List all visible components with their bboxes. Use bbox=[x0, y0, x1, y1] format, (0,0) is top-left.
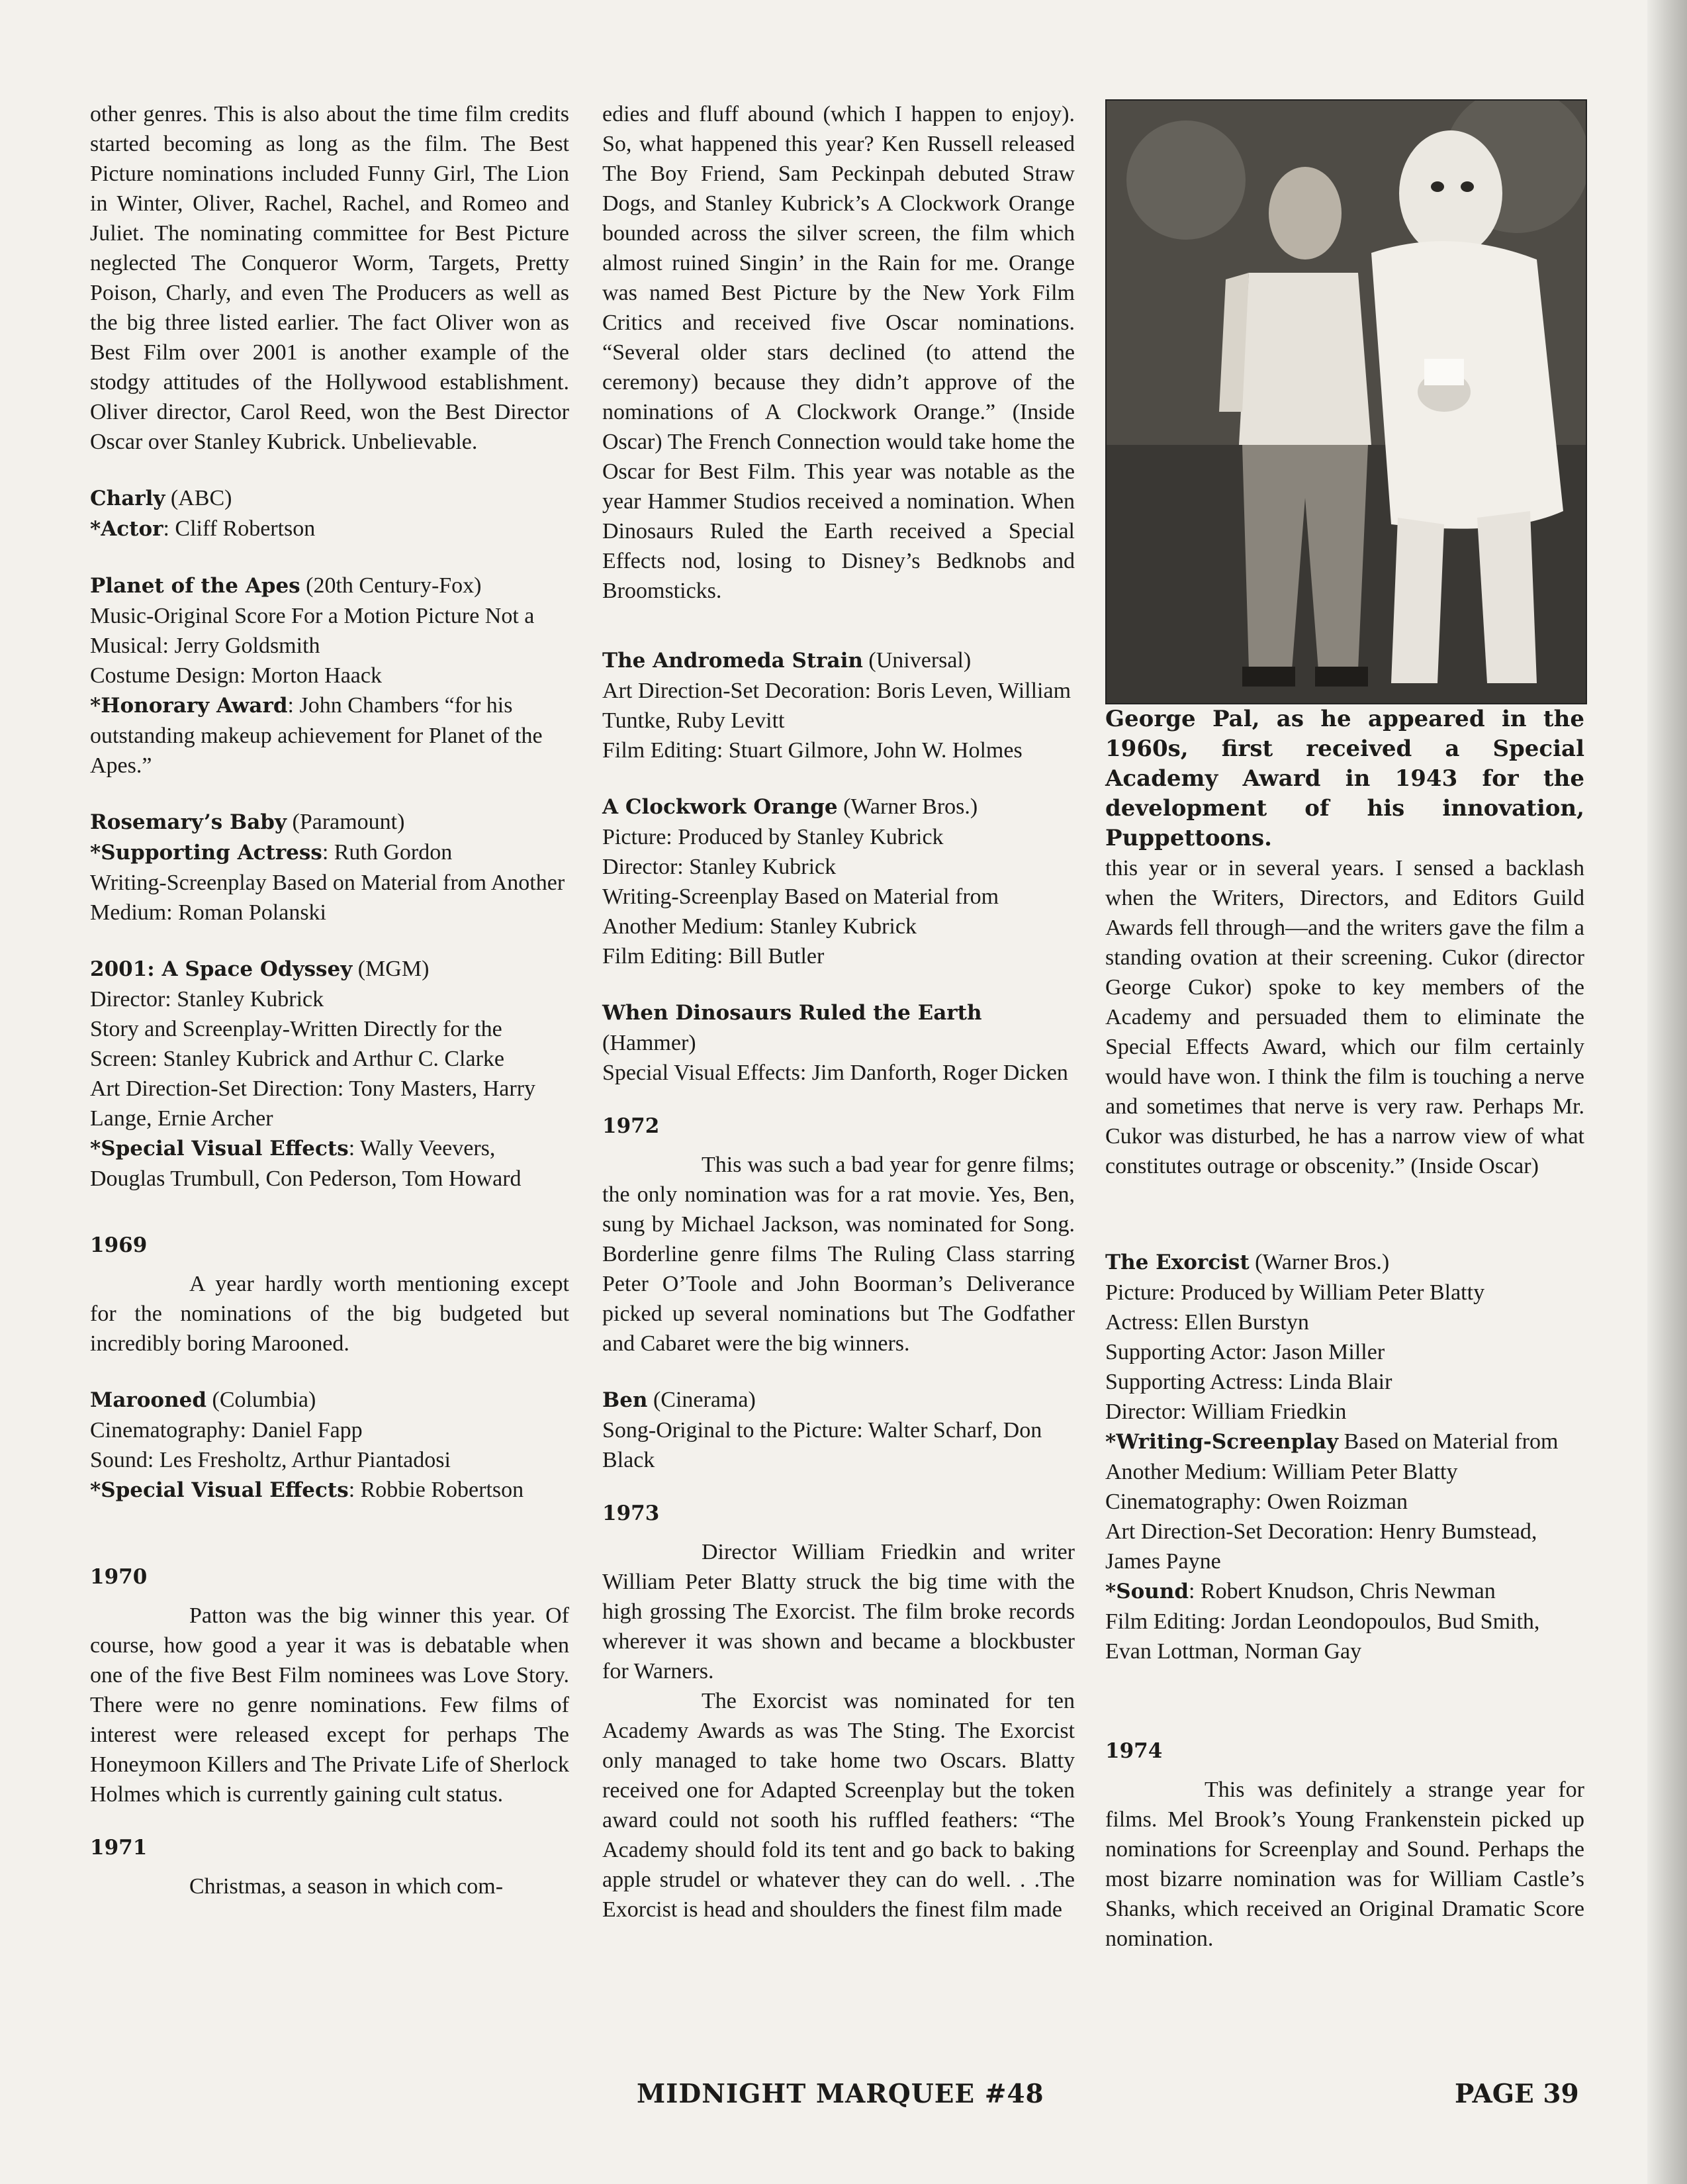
award-nomination-line bbox=[90, 1014, 569, 1074]
award-nomination-text: Film Editing: Stuart Gilmore, John W. Holmes bbox=[602, 738, 1023, 763]
award-win-label: *Honorary Award bbox=[90, 694, 288, 718]
award-nomination-text: Art Direction-Set Decoration: Boris Leven, William Tuntke, Ruby Levitt bbox=[602, 679, 1071, 733]
award-nomination-text: Picture: Produced by Stanley Kubrick bbox=[602, 825, 944, 849]
award-nomination-line bbox=[90, 1074, 569, 1133]
award-nomination-text: Art Direction-Set Direction: Tony Masters, Harry Lange, Ernie Archer bbox=[90, 1076, 536, 1131]
award-nomination-text: : Ruth Gordon bbox=[322, 840, 453, 865]
award-nomination-text: Costume Design: Morton Haack bbox=[90, 663, 382, 688]
award-nomination-text: Picture: Produced by William Peter Blatty bbox=[1105, 1280, 1485, 1305]
award-nomination-line bbox=[602, 882, 1075, 941]
award-nomination-text: : Robbie Robertson bbox=[348, 1478, 524, 1502]
award-win-label: *Special Visual Effects bbox=[90, 1137, 349, 1161]
article-text-continued: this year or in several years. I sensed a backlash when the Writers, Directors, and Editors Guild Awards fell through—and the writers gave the film a standing ovation at their screening. Cukor (director George Cukor) spoke to key members of the Academy and persuaded them to eliminate the Special Effects Award, which our film certainly would have won. I think the film is touching a nerve and sometimes that nerve is very raw. Perhaps Mr. Cukor was disturbed, he has a narrow view of what constitutes outrage or obscenity.” (Inside Oscar) bbox=[1105, 856, 1584, 1178]
award-entry-clockwork-orange bbox=[602, 792, 1075, 971]
award-nomination-line bbox=[1105, 1576, 1584, 1607]
film-studio: (ABC) bbox=[165, 486, 232, 510]
film-title: 2001: A Space Odyssey bbox=[90, 957, 353, 981]
film-studio: (Warner Bros.) bbox=[1249, 1250, 1390, 1274]
film-title: Rosemary’s Baby bbox=[90, 810, 287, 834]
award-nomination-text: Writing-Screenplay Based on Material from Another Medium: Stanley Kubrick bbox=[602, 884, 999, 939]
year-heading-1972: 1972 bbox=[602, 1114, 660, 1138]
award-nomination-line bbox=[90, 1475, 569, 1505]
award-nomination-line bbox=[1105, 1278, 1584, 1307]
scan-edge-shadow bbox=[1647, 0, 1687, 2184]
award-nomination-text: Actress: Ellen Burstyn bbox=[1105, 1310, 1309, 1335]
page-number: PAGE 39 bbox=[1455, 2079, 1579, 2109]
award-nomination-text: : John Chambers “for his outstanding makeup achievement for Planet of the Apes.” bbox=[90, 693, 543, 778]
year-heading-1973: 1973 bbox=[602, 1501, 660, 1525]
award-nomination-line bbox=[602, 1058, 1075, 1088]
award-nomination-text: Based on Material from Another Medium: William Peter Blatty bbox=[1105, 1429, 1559, 1484]
film-studio: (20th Century-Fox) bbox=[300, 573, 482, 598]
award-nomination-text: Song-Original to the Picture: Walter Scharf, Don Black bbox=[602, 1418, 1042, 1472]
award-nomination-text: Story and Screenplay-Written Directly for the Screen: Stanley Kubrick and Arthur C. Clarke bbox=[90, 1017, 505, 1071]
award-entry-marooned bbox=[90, 1385, 569, 1505]
award-nomination-text: Music-Original Score For a Motion Picture Not a Musical: Jerry Goldsmith bbox=[90, 604, 535, 658]
award-nomination-line bbox=[1105, 1367, 1584, 1397]
film-title: The Andromeda Strain bbox=[602, 649, 863, 673]
award-win-label: *Supporting Actress bbox=[90, 841, 322, 865]
award-nomination-text: Supporting Actor: Jason Miller bbox=[1105, 1340, 1385, 1364]
article-text-1971: Christmas, a season in which com- bbox=[189, 1874, 504, 1899]
award-nomination-text: Director: Stanley Kubrick bbox=[90, 987, 324, 1012]
award-nomination-text: Art Direction-Set Decoration: Henry Bumstead, James Payne bbox=[1105, 1519, 1537, 1574]
column-right bbox=[1105, 99, 1584, 1954]
column-left bbox=[90, 99, 569, 1901]
article-text-1974: This was definitely a strange year for films. Mel Brook’s Young Frankenstein picked up nominations for Screenplay and Sound. Perhaps the most bizarre nomination was for William Castle’s Shanks, which received an Original Dramatic Score nomination. bbox=[1105, 1778, 1584, 1951]
column-middle bbox=[602, 99, 1075, 1924]
award-nomination-line bbox=[90, 1415, 569, 1445]
award-nomination-line bbox=[90, 1133, 569, 1194]
award-nomination-line bbox=[1105, 1397, 1584, 1427]
award-entry-exorcist bbox=[1105, 1247, 1584, 1666]
award-win-label: *Writing-Screenplay bbox=[1105, 1430, 1339, 1454]
award-nomination-line bbox=[90, 661, 569, 690]
award-nomination-text: Sound: Les Fresholtz, Arthur Piantadosi bbox=[90, 1448, 451, 1472]
award-entry-rosemarys-baby bbox=[90, 807, 569, 927]
award-nomination-line bbox=[1105, 1307, 1584, 1337]
article-text-1970: Patton was the big winner this year. Of course, how good a year it was is debatable when one of the five Best Film nominees was Love Story. There were no genre nominations. Few films of interest were released except for perhaps The Honeymoon Killers and The Private Life of Sherlock Holmes which is currently gaining cult status. bbox=[90, 1603, 569, 1807]
photo-illustration bbox=[1107, 101, 1586, 703]
award-nomination-text: Cinematography: Daniel Fapp bbox=[90, 1418, 363, 1443]
film-title: Charly bbox=[90, 487, 165, 510]
award-nomination-line bbox=[90, 868, 569, 927]
entry-title bbox=[90, 1385, 569, 1415]
entry-title bbox=[1105, 1247, 1584, 1278]
award-nomination-line bbox=[602, 736, 1075, 765]
entry-title bbox=[602, 645, 1075, 676]
award-nomination-line bbox=[90, 690, 569, 781]
year-heading-1971: 1971 bbox=[90, 1836, 148, 1860]
article-text: edies and fluff abound (which I happen to enjoy). So, what happened this year? Ken Russell released The Boy Friend, Sam Peckinpah debuted Straw Dogs, and Stanley Kubrick’s A Clockwork Orange bounded across the silver screen, the film which almost ruined Singin’ in the Rain for me. Orange was named Best Picture by the New York Film Critics and received five Oscar nominations. “Several older stars declined (to attend the ceremony) because they didn’t approve of the nominations of A Clockwork Orange.” (Inside Oscar) The French Connection would take home the Oscar for Best Film. This year was notable as the year Hammer Studios received a nomination. When Dinosaurs Ruled the Earth received a Special Effects nod, losing to Disney’s Bedknobs and Broomsticks. bbox=[602, 102, 1075, 603]
award-win-label: *Sound bbox=[1105, 1580, 1189, 1603]
award-nomination-text: : Cliff Robertson bbox=[163, 516, 316, 541]
award-nomination-line bbox=[1105, 1607, 1584, 1666]
award-nomination-line bbox=[90, 837, 569, 868]
entry-title bbox=[602, 1385, 1075, 1415]
award-nomination-text: Cinematography: Owen Roizman bbox=[1105, 1490, 1408, 1514]
award-nomination-text: Writing-Screenplay Based on Material from Another Medium: Roman Polanski bbox=[90, 871, 565, 925]
award-nomination-line bbox=[90, 1445, 569, 1475]
article-text-1973: Director William Friedkin and writer William Peter Blatty struck the big time with the high grossing The Exorcist. The film broke records wherever it was shown and became a blockbuster for Warners. bbox=[602, 1540, 1075, 1684]
article-text-1972: This was such a bad year for genre films; the only nomination was for a rat movie. Yes, Ben, sung by Michael Jackson, was nominated for Song. Borderline genre films The Ruling Class starring Peter O’Toole and John Boorman’s Deliverance picked up several nominations but The Godfather and Cabaret were the big winners. bbox=[602, 1153, 1075, 1356]
award-nomination-text: Supporting Actress: Linda Blair bbox=[1105, 1370, 1392, 1394]
award-nomination-text: Special Visual Effects: Jim Danforth, Roger Dicken bbox=[602, 1061, 1068, 1085]
award-nomination-line bbox=[602, 852, 1075, 882]
film-title: The Exorcist bbox=[1105, 1251, 1250, 1274]
film-title: When Dinosaurs Ruled the Earth bbox=[602, 1001, 982, 1025]
award-entry-planet-of-the-apes bbox=[90, 571, 569, 781]
award-nomination-line bbox=[1105, 1427, 1584, 1487]
award-nomination-line bbox=[602, 941, 1075, 971]
magazine-footer-title: MIDNIGHT MARQUEE #48 bbox=[637, 2079, 1044, 2109]
film-studio: (Hammer) bbox=[602, 1031, 696, 1055]
film-title: Planet of the Apes bbox=[90, 574, 300, 598]
entry-title bbox=[90, 483, 569, 514]
film-studio: (Paramount) bbox=[287, 810, 405, 834]
article-text-1969: A year hardly worth mentioning except for the nominations of the big budgeted but incredibly boring Marooned. bbox=[90, 1272, 569, 1356]
film-studio: (Columbia) bbox=[206, 1388, 316, 1412]
award-nomination-line bbox=[1105, 1487, 1584, 1517]
award-win-label: *Actor bbox=[90, 517, 163, 541]
film-studio: (Warner Bros.) bbox=[837, 794, 978, 819]
award-nomination-line bbox=[602, 1415, 1075, 1475]
award-entry-2001 bbox=[90, 954, 569, 1194]
award-nomination-line bbox=[90, 984, 569, 1014]
award-entry-andromeda-strain bbox=[602, 645, 1075, 765]
article-text: other genres. This is also about the time film credits started becoming as long as the film. The Best Picture nominations included Funny Girl, The Lion in Winter, Oliver, Rachel, Rachel, and Romeo and Juliet. The nominating committee for Best Picture neglected The Conqueror Worm, Targets, Pretty Poison, Charly, and even The Producers as well as the big three listed earlier. The fact Oliver won as Best Film over 2001 is another example of the stodgy attitudes of the Hollywood establishment. Oliver director, Carol Reed, won the Best Director Oscar over Stanley Kubrick. Unbelievable. bbox=[90, 102, 569, 454]
award-nomination-line bbox=[602, 676, 1075, 736]
entry-title bbox=[602, 792, 1075, 822]
award-nomination-line bbox=[602, 822, 1075, 852]
award-nomination-text: Film Editing: Bill Butler bbox=[602, 944, 825, 969]
award-nomination-line bbox=[90, 601, 569, 661]
film-title: Ben bbox=[602, 1388, 648, 1412]
award-nomination-line bbox=[1105, 1337, 1584, 1367]
entry-title bbox=[90, 954, 569, 984]
photo-caption: George Pal, as he appeared in the 1960s, first received a Special Academy Award in 1943 for the development of his innovation, Puppettoons. bbox=[1105, 706, 1584, 851]
entry-title bbox=[602, 998, 1075, 1058]
george-pal-photo bbox=[1105, 99, 1587, 704]
article-text-1973-cont: The Exorcist was nominated for ten Academy Awards as was The Sting. The Exorcist only managed to take home two Oscars. Blatty received one for Adapted Screenplay but the token award could not sooth his ruffled feathers: “The Academy should fold its tent and go back to baking apple strudel or whatever they can do well. . .The Exorcist is head and shoulders the finest film made bbox=[602, 1689, 1075, 1922]
award-entry-charly bbox=[90, 483, 569, 544]
entry-title bbox=[90, 571, 569, 601]
award-nomination-text: : Robert Knudson, Chris Newman bbox=[1189, 1579, 1496, 1603]
award-entry-when-dinosaurs-ruled bbox=[602, 998, 1075, 1088]
year-heading-1969: 1969 bbox=[90, 1233, 148, 1257]
award-nomination-line bbox=[90, 514, 569, 544]
award-nomination-text: Director: William Friedkin bbox=[1105, 1400, 1347, 1424]
year-heading-1970: 1970 bbox=[90, 1565, 148, 1589]
award-nomination-text: : Wally Veevers, Douglas Trumbull, Con Pederson, Tom Howard bbox=[90, 1136, 522, 1191]
film-title: Marooned bbox=[90, 1388, 207, 1412]
award-win-label: *Special Visual Effects bbox=[90, 1478, 349, 1502]
entry-title bbox=[90, 807, 569, 837]
award-nomination-line bbox=[1105, 1517, 1584, 1576]
award-nomination-text: Director: Stanley Kubrick bbox=[602, 855, 837, 879]
film-studio: (Cinerama) bbox=[647, 1388, 756, 1412]
film-title: A Clockwork Orange bbox=[602, 795, 838, 819]
award-entry-ben bbox=[602, 1385, 1075, 1475]
film-studio: (Universal) bbox=[862, 648, 972, 673]
award-nomination-text: Film Editing: Jordan Leondopoulos, Bud Smith, Evan Lottman, Norman Gay bbox=[1105, 1609, 1540, 1664]
year-heading-1974: 1974 bbox=[1105, 1739, 1163, 1763]
film-studio: (MGM) bbox=[352, 957, 430, 981]
